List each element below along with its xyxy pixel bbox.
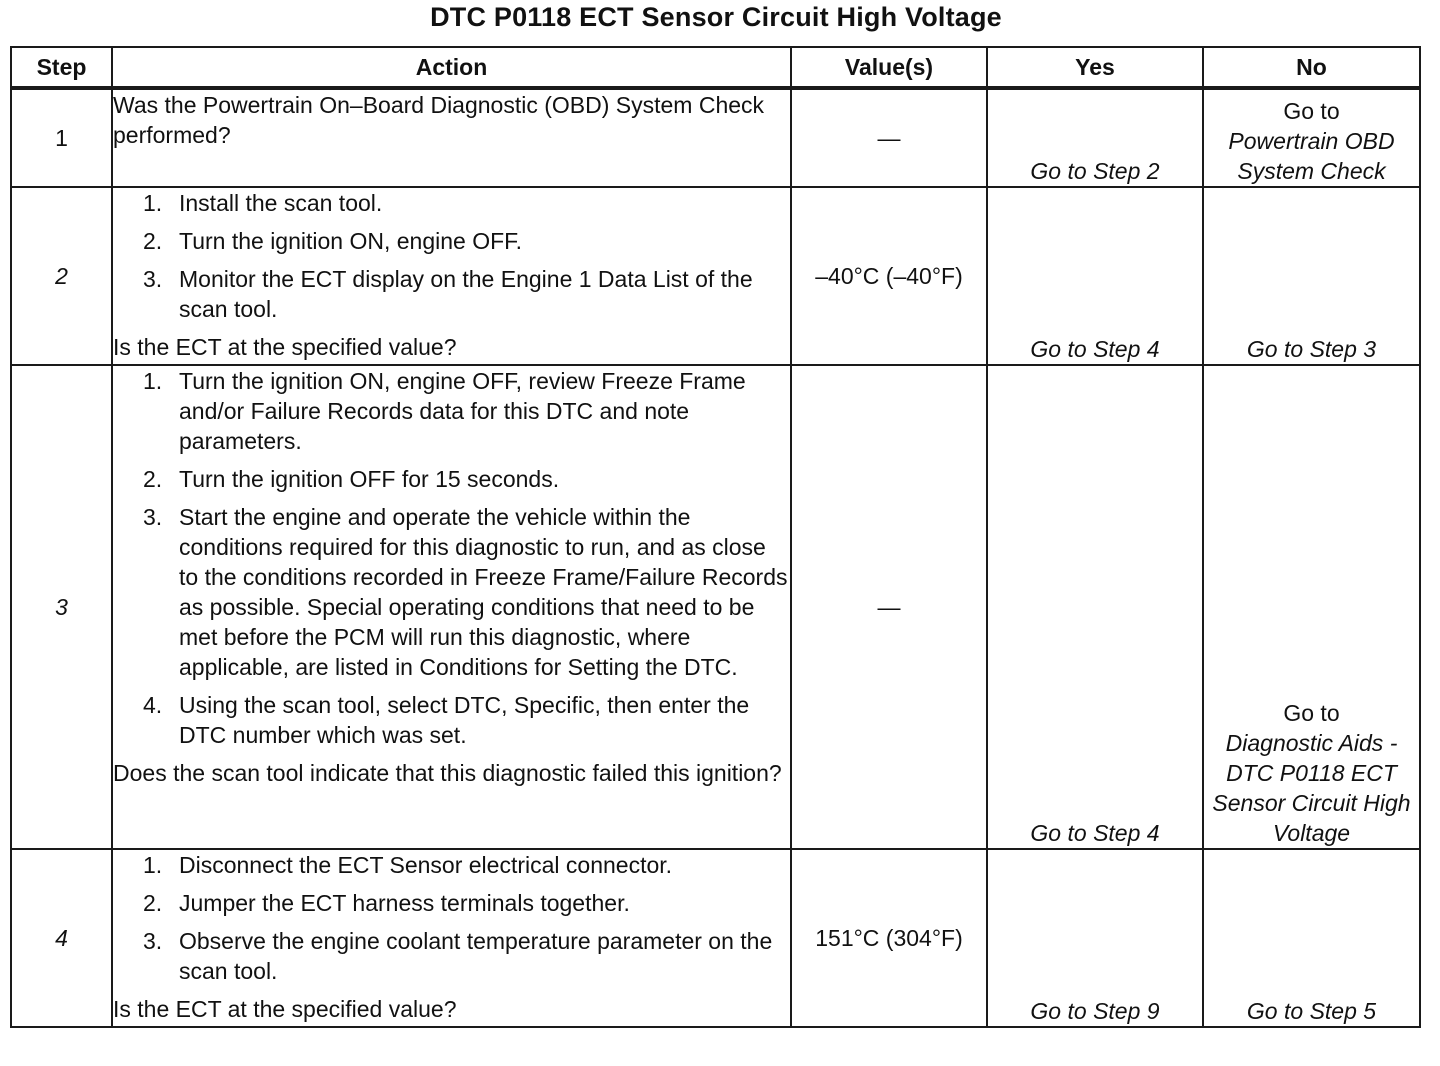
page-title: DTC P0118 ECT Sensor Circuit High Voltage [430,2,1002,32]
action-cell [112,365,791,849]
action-question: Is the ECT at the specified value? [113,996,457,1022]
action-cell [112,88,791,187]
no-cell [1203,88,1420,187]
action-item: 1. Install the scan tool. [143,190,383,216]
action-cell [112,849,791,1027]
header-step: Step [11,47,112,88]
action-item: 1. Turn the ignition ON, engine OFF, review Freeze Frame and/or Failure Records data for this DTC and note parameters. [143,368,746,454]
no-target: Diagnostic Aids - DTC P0118 ECT Sensor Circuit High Voltage [1212,730,1411,846]
yes-cell: Go to Step 2 [987,88,1203,187]
action-item: 3. Monitor the ECT display on the Engine 1 Data List of the scan tool. [143,266,753,322]
action-cell [112,187,791,365]
table-row [11,88,1420,187]
action-question: Is the ECT at the specified value? [113,334,457,360]
value-cell: 151°C (304°F) [791,849,987,1027]
no-cell [1203,365,1420,849]
no-cell: Go to Step 3 [1203,187,1420,365]
value-cell: — [791,365,987,849]
no-target: Powertrain OBD System Check [1228,128,1395,184]
action-item: 2. Turn the ignition ON, engine OFF. [143,228,523,254]
yes-cell: Go to Step 9 [987,849,1203,1027]
step-number: 2 [11,187,112,365]
value-cell: — [791,88,987,187]
action-item: 3. Start the engine and operate the vehicle within the conditions required for this diagnostic to run, and as close to the conditions recorded in Freeze Frame/Failure Records as possible. Special operating conditions that need to be met before the PCM will run this diagnostic, where applicable, are listed in Conditions for Setting the DTC. [143,504,788,680]
header-values: Value(s) [791,47,987,88]
action-list [113,188,790,324]
value-cell: –40°C (–40°F) [791,187,987,365]
action-question: Was the Powertrain On–Board Diagnostic (OBD) System Check performed? [113,92,765,148]
step-number: 1 [11,88,112,187]
action-list [113,366,790,750]
header-yes: Yes [987,47,1203,88]
action-item: 3. Observe the engine coolant temperature parameter on the scan tool. [143,928,773,984]
diagnostic-table [10,46,1421,1028]
no-cell: Go to Step 5 [1203,849,1420,1027]
step-number: 3 [11,365,112,849]
table-header-row [11,47,1420,88]
action-question: Does the scan tool indicate that this diagnostic failed this ignition? [113,760,782,786]
yes-cell: Go to Step 4 [987,365,1203,849]
header-action: Action [112,47,791,88]
header-no: No [1203,47,1420,88]
action-item: 2. Jumper the ECT harness terminals together. [143,890,630,916]
table-row [11,365,1420,849]
action-item: 4. Using the scan tool, select DTC, Specific, then enter the DTC number which was set. [143,692,750,748]
action-list [113,850,790,986]
action-item: 2. Turn the ignition OFF for 15 seconds. [143,466,560,492]
yes-cell: Go to Step 4 [987,187,1203,365]
action-item: 1. Disconnect the ECT Sensor electrical connector. [143,852,673,878]
table-row [11,187,1420,365]
step-number: 4 [11,849,112,1027]
table-row [11,849,1420,1027]
no-prefix: Go to [1283,700,1340,726]
no-prefix: Go to [1283,98,1340,124]
